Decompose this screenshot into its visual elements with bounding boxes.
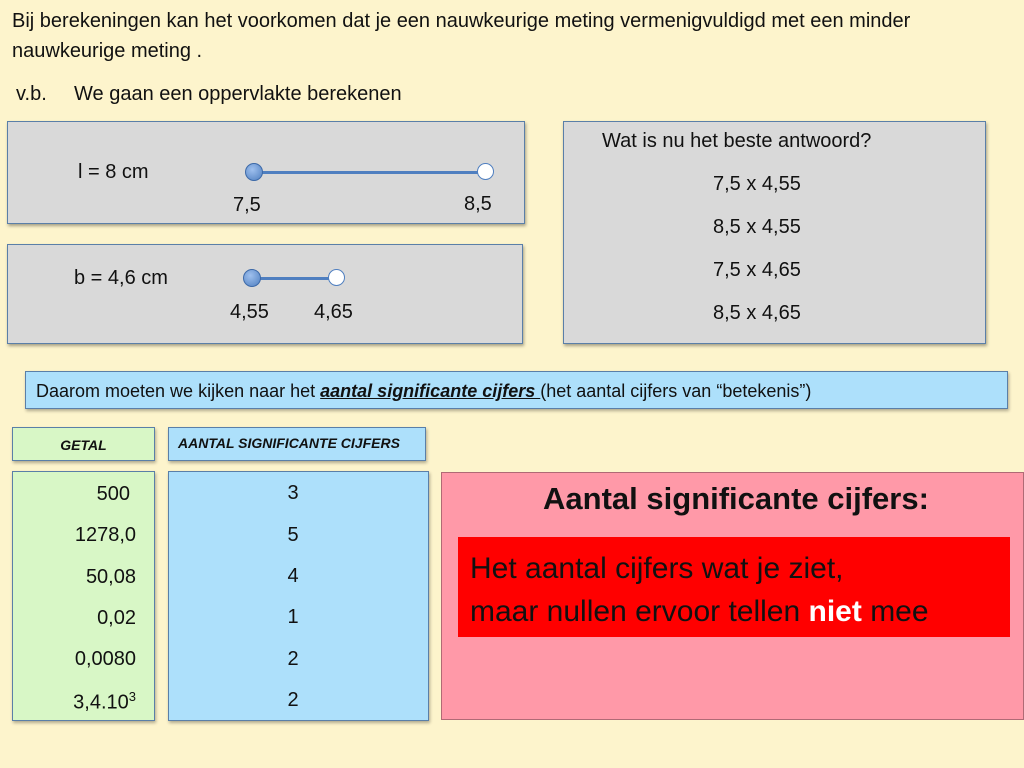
example-text: We gaan een oppervlakte berekenen [74, 83, 402, 105]
getal-exponent: 3 [128, 689, 136, 704]
length-box [7, 121, 525, 224]
aantal-cell: 4 [287, 565, 299, 587]
getal-cell: 0,0080 [74, 648, 136, 670]
aantal-cell: 2 [287, 689, 299, 711]
aantal-cell: 1 [287, 606, 299, 628]
aantal-cell: 3 [287, 482, 299, 504]
getal-cell: 500 [96, 483, 130, 505]
width-box [7, 244, 523, 344]
aantal-cell: 2 [287, 648, 299, 670]
question-title: Wat is nu het beste antwoord? [602, 130, 872, 152]
width-max-label: 4,65 [314, 301, 353, 323]
length-max-dot [477, 163, 494, 180]
rule-line-1: Het aantal cijfers wat je ziet, [470, 552, 844, 585]
daarom-statement [25, 371, 1008, 409]
rule-title: Aantal significante cijfers: [543, 481, 929, 516]
rule-line-2-after: mee [861, 595, 929, 628]
length-min-dot [245, 163, 263, 181]
length-min-label: 7,5 [233, 194, 261, 216]
getal-base: 3,4.10 [73, 691, 129, 714]
width-min-label: 4,55 [230, 301, 269, 323]
getal-cell: 1278,0 [74, 524, 136, 546]
getal-cell: 50,08 [85, 566, 136, 588]
option-1: 7,5 x 4,55 [713, 173, 801, 195]
width-range-line [253, 277, 337, 280]
option-2: 8,5 x 4,55 [713, 216, 801, 238]
rule-line-2-before: maar nullen ervoor tellen [470, 595, 809, 628]
aantal-column [168, 471, 429, 721]
header-aantal: AANTAL SIGNIFICANTE CIJFERS [168, 427, 426, 461]
example-line [16, 80, 402, 108]
header-getal: GETAL [12, 427, 155, 461]
option-4: 8,5 x 4,65 [713, 302, 801, 324]
width-label: b = 4,6 cm [74, 267, 168, 289]
getal-column [12, 471, 155, 721]
length-max-label: 8,5 [464, 193, 492, 215]
rule-line-2 [470, 590, 998, 633]
intro-text: Bij berekeningen kan het voorkomen dat je een nauwkeurige meting vermenigvuldigd met een minder nauwkeurige meting . [12, 10, 911, 62]
width-max-dot [328, 269, 345, 286]
example-label: v.b. [16, 83, 47, 105]
getal-cell [73, 689, 136, 715]
rule-definition [458, 537, 1010, 637]
length-range-line [255, 171, 487, 174]
daarom-before: Daarom moeten we kijken naar het [36, 381, 321, 401]
width-min-dot [243, 269, 261, 287]
option-3: 7,5 x 4,65 [713, 259, 801, 281]
daarom-after: (het aantal cijfers van “betekenis”) [540, 381, 812, 401]
rule-line-2-emphasis: niet [808, 595, 862, 628]
getal-cell: 0,02 [97, 607, 136, 629]
question-box [563, 121, 986, 344]
length-label: l = 8 cm [78, 161, 149, 183]
daarom-emphasis: aantal significante cijfers [320, 381, 541, 401]
aantal-cell: 5 [287, 524, 299, 546]
